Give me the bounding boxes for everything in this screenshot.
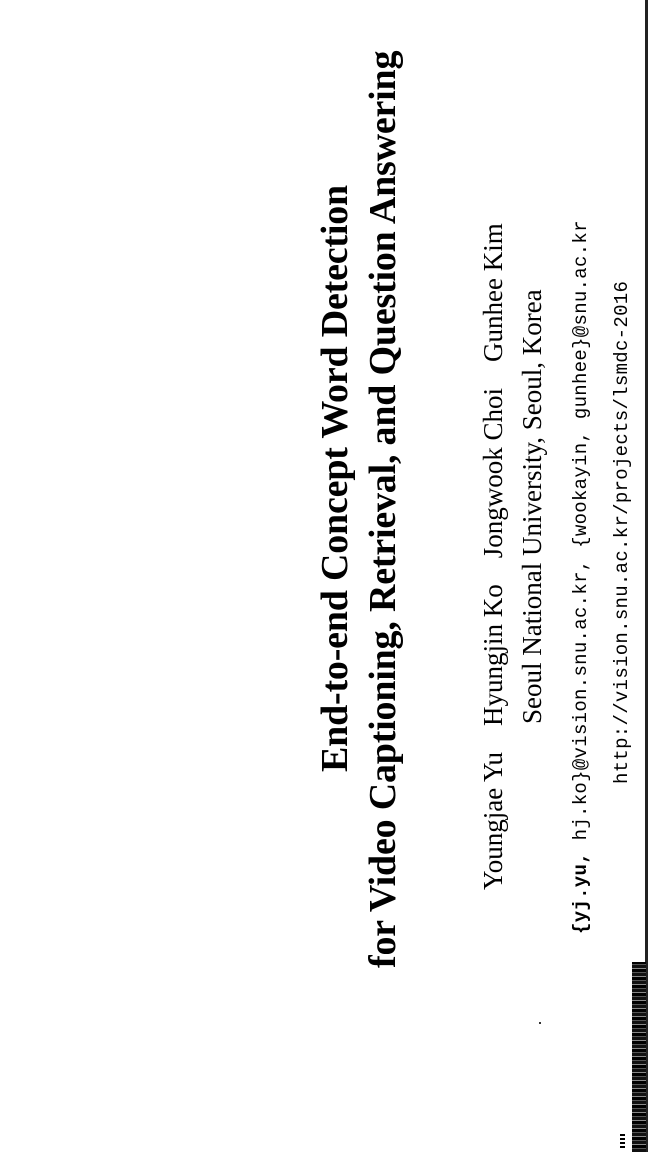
- affiliation: Seoul National University, Seoul, Korea: [517, 289, 547, 724]
- email-rest: hj.ko}@vision.snu.ac.kr, {wookayin, gunhee}@snu.ac.kr: [570, 220, 592, 853]
- project-url: http://vision.snu.ac.kr/projects/lsmdc-2016: [611, 280, 633, 784]
- author-name: Jongwook Choi: [478, 387, 508, 559]
- paper-title-line-2: for Video Captioning, Retrieval, and Question Answering: [362, 50, 404, 968]
- paper-title-line-1: End-to-end Concept Word Detection: [314, 185, 356, 772]
- scan-speck: [539, 1022, 541, 1024]
- scan-edge-dots: [620, 1134, 625, 1148]
- author-list: [476, 223, 510, 890]
- author-name: Hyungjin Ko: [478, 584, 508, 726]
- scan-edge-artifact: [632, 962, 646, 1152]
- email-prefix: {yj.yu,: [570, 852, 592, 934]
- author-name: Gunhee Kim: [478, 223, 508, 362]
- author-emails: [568, 220, 594, 934]
- author-name: Youngjae Yu: [478, 751, 508, 890]
